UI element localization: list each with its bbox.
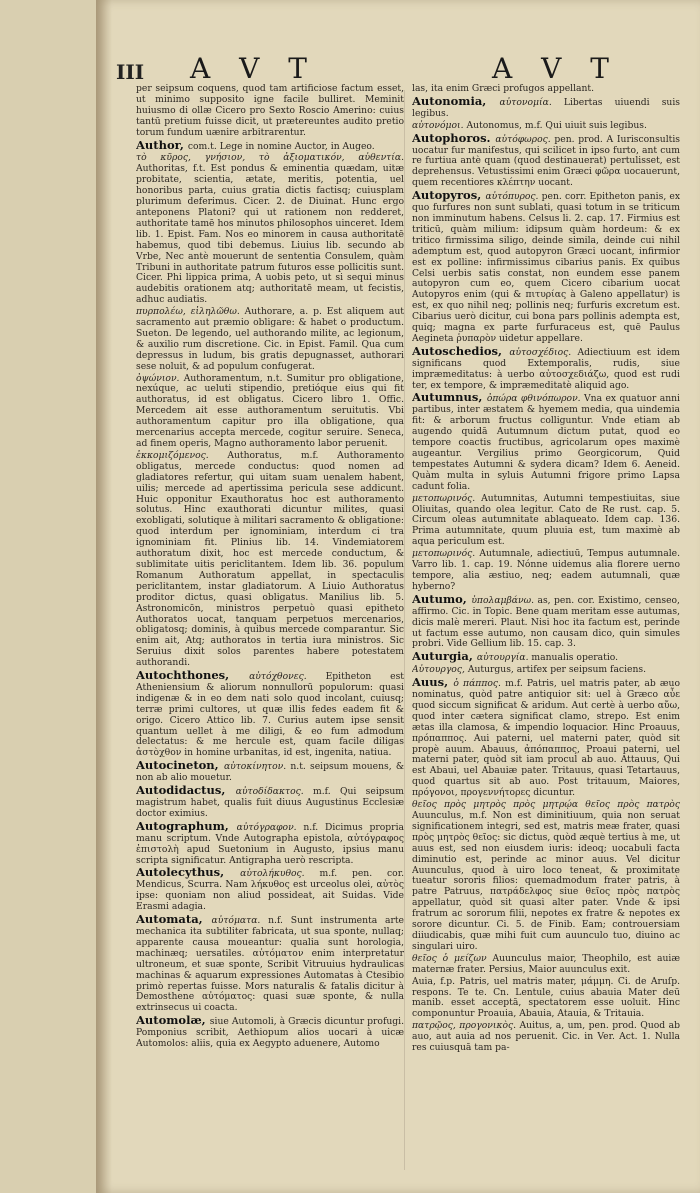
entry-headword: Autoschedios, (412, 343, 510, 358)
entry-text: las, ita enim Græci profugos appellant. (412, 84, 595, 94)
dictionary-entry (136, 137, 404, 153)
dictionary-entry (412, 954, 680, 976)
entry-greek: αὐτόπυρος. (485, 191, 542, 203)
entry-headword: Auturgia, (412, 649, 477, 664)
entry-greek: θεῖος πρὸς μητρὸς πρὸς μητρῴα θεῖος πρὸς πατρὸς (412, 799, 680, 811)
entry-headword: Autonomia, (412, 93, 500, 108)
entry-greek: τὸ κῦρος, γνήσιον, τὸ ἀξιοματικόν, αὐθεντία. (136, 152, 404, 164)
dictionary-entry (136, 84, 404, 139)
entry-text: n.f. Dicimus propria manu scriptum. Vnde Autographa epistola, αὐτόγραφος ἐπιστολὴ apud Suetonium in Augusto, ipsius manu scripta significatur. Antigrapha uerò rescripta. (136, 821, 404, 866)
entry-greek: αὐτοσχέδιος. (509, 346, 578, 358)
entry-headword: Autocineton, (136, 758, 224, 773)
entry-text: Authoramentum, n.t. Sumitur pro obligatione, nexúque, ac ueluti stipendio, pretióque eius qui fit authoratus, id est obligatus. Cicero libro 1. Offic. Mercedem ait esse authoramentum seruitutis. Vbi authoramentum capitur pro illa obligatione, qua mercenarius accepta mercede, cogitur seruire. Seneca, ad finem operis, Magno authoramento labor peruenit. (136, 372, 404, 449)
entry-text: Epitheton est Atheniensium & aliorum nonnullorū populorum: quasi indigenæ & in eo dem nati solo quod incolant, cuiusq; terræ primi cultores, ut quæ illis fedes eadem fit & origo. Cicero Attico lib. 7. Curius autem ipse sensit quantum uellet à me diligi, & eo fum admodum delectatus: & me hercule est, quam facile diligas ἀστὸχθον in homine urbanitas, id est, ingenita, natiua. (136, 671, 404, 759)
entry-greek: αὐτόματα. (211, 915, 269, 927)
entry-greek: αὐτόφωρος. (495, 133, 555, 145)
dictionary-entry (412, 343, 680, 392)
dictionary-entry (412, 494, 680, 549)
entry-text: per seipsum coquens, quod tam artificiose factum esset, ut minimo supposito igne facile bulliret. Meminit huiusmo di ollæ Cicero pro Sexto Roscio Amerino: cuius tantū pretium fuisse dicit, ut prætereuntes audito pretio torum fundum uænire arbitrarentur. (136, 84, 404, 138)
entry-greek: αὐτοκίνητον. (223, 761, 291, 773)
left-column (136, 84, 404, 1184)
dictionary-entry (136, 670, 404, 759)
page-number: III (116, 60, 145, 84)
entry-text: Authorare, a. p. Est aliquem aut sacramento aut præmio obligare: & habet o productum. Sueton. De legendo, uel authorando milite, ac legionum, & auxilio rum discretione. Cic. in Epist. Famil. Qua cum depressus in ludum, bis gratis depugnasset, authorari sese noluit, & ad populum confugerat. (136, 306, 404, 372)
entry-text: Autumnale, adiectiuū, Tempus autumnale. Varro lib. 1. cap. 19. Nónne uidemus alia florere uerno tempore, alia æstiuo, neq; eadem autumnali, quæ hyberno? (412, 548, 680, 592)
entry-greek: αὐτοδίδακτος. (235, 786, 314, 798)
entry-text: m.f. Patris, uel matris pater, ab æuo nominatus, quòd patre antiquior sit: uel à Græco αὖε quod siccum significat & aridum. Aut certè à uerbo αὔω, quod inter cætera significat clamo, strepo. Est enim ætas illa clamosa, & impendio loquacior. Hinc Proauus, πρόπαππος. Aui paterni, uel materni pater, quòd sit propè auum. Abauus, ἀπόπαππος, Proaui paterni, uel materni pater, quòd sit iam procul ab auo. Attauus, Qui est Abaui, uel Abauiæ pater. Tritauus, quasi Tetartauus, quod quartus sit ab auo. Post tritauum, Maiores, πρόγονοι, προγεννήτορες dicuntur. (412, 678, 680, 799)
dictionary-entry (136, 153, 404, 306)
entry-headword: Autographum, (136, 818, 237, 833)
entry-text: as, pen. cor. Existimo, censeo, affirmo. Cic. in Topic. Bene quam meritam esse autumas, dicis malè mereri. Plaut. Nisi hoc ita factum est, perinde ut factum esse autumo, non causam dico, quin simules probri. Vide Gellium lib. 15. cap. 3. (412, 594, 680, 650)
entry-text: Auitus, a, um, pen. prod. Quod ab auo, aut auia ad nos peruenit. Cic. in Ver. Act. 1. Nulla res cuiusquā tam pa- (412, 1020, 680, 1054)
dictionary-entry (136, 818, 404, 867)
entry-greek: αὐτονόμοι. (412, 119, 467, 131)
entry-text: Autonomus, m.f. Qui uiuit suis legibus. (466, 119, 647, 131)
right-column (412, 84, 680, 1184)
entry-headword: Author, (136, 137, 188, 152)
entry-text: Auturgus, artifex per seipsum faciens. (467, 664, 647, 676)
binding-gutter (96, 0, 112, 1193)
dictionary-entry (136, 1015, 404, 1050)
entry-headword: Autumo, (412, 591, 472, 606)
entry-text: Auia, f.p. Patris, uel matris mater, μάμμη. Ci. de Aruſp. respons. Te te. Cn. Lentule, cuius abauia Mater deū manib. esset acceptā, spectatorem esse uoluit. Hinc componuntur Proauia, Abauia, Atauia, & Tritauia. (412, 975, 680, 1020)
running-head-right: A V T (492, 52, 619, 85)
entry-headword: Autumnus, (412, 390, 487, 405)
entry-text: pen. prod. A Iurisconsultis uocatur fur manifestus, qui scilicet in ipso furto, ant cum re furtiua antè quam (quod destinauerat) pertulisset, est deprehensus. Vetustissimi enim Græci φῶρα uocauerunt, quem recentiores κλέπτην uocant. (412, 133, 680, 189)
entry-text: Authoritas, f.t. Est pondus & eminentia quædam, uitæ probitate, scientia, ætate, meritis, potentia, uel honoribus parta, cuius gratia dictis factisq; cuiusplam plurimum deferimus. Cicer. 2. de Diuinat. Hunc ergo anteponens Platoni? qui ut rationem non redderet, authoritate tamē hos minutos philosophos uinceret. Idem lib. 1. Epist. Fam. Nos eo minorem in causa authoritatē habemus, quod tibi debemus. Liuius lib. secundo ab Vrbe, Nec antè mouerunt de sententia Consulem, quàm Tribuni in authoritate patrum futuros esse pollicitis sunt. Cicer. Phi lippica prima, A uobis peto, ut si sequi minus audebitis orationem atq; authoritatē meam, ut fecistis, adhuc audiatis. (136, 163, 404, 306)
dictionary-entry (412, 549, 680, 593)
entry-headword: Autodidactus, (136, 783, 236, 798)
dictionary-entry (412, 651, 680, 664)
dictionary-entry (412, 677, 680, 799)
entry-text: n.f. Sunt instrumenta arte mechanica ita subtiliter fabricata, ut sua sponte, nullaq; apparente causa moueantur: qualia sunt horologia, machinæq; uersatiles. αὐτόματον enim interpretatur ultroneum, et suæ sponte, Scribit Vitruuius hydraulicas machinas & aquarum expressiones Automatas à Ctesibio primò repertas fuisse. Mors naturalis & fatalis dicitur à Demosthene αὐτόματος: quasi suæ sponte, & nulla extrinsecus ui coacta. (136, 915, 404, 1014)
entry-greek: αὐτόγραφον. (236, 821, 304, 833)
entry-text: Vna ex quatuor anni partibus, inter æstatem & hyemem media, qua uindemia fit: & arborum fructus colliguntur. Vnde etiam ab augendo quidā Autumnum dictum putat, quod eo tempore coactis fructibus, agricolarum opes maximè augeantur. Vergilius primo Georgicorum, Quid tempestates Autumni & sydera dicam? Idem 6. Aeneid. Quàm multa in syluis Autumni frigore primo Lapsa cadunt folia. (412, 393, 680, 492)
entry-greek: πατρῷος, προγονικὸς. (412, 1020, 520, 1032)
dictionary-entry (412, 1021, 680, 1054)
entry-greek: αὐτολήκυθος. (240, 868, 320, 880)
dictionary-entry (136, 760, 404, 784)
entry-text: Adiectiuum est idem significans quod Extemporalis, rudis, siue impræmeditatus: à uerbo αὐτοσχεδιάζω, quod est rudi ter, ex tempore, & impræmeditatè aliquid ago. (412, 346, 680, 391)
running-head-left: A V T (190, 52, 317, 85)
entry-headword: Autochthones, (136, 668, 250, 683)
entry-greek: ἐκκομιζόμενος. (136, 449, 228, 461)
dictionary-entry (412, 591, 680, 651)
dictionary-entry (136, 374, 404, 450)
dictionary-entry (136, 785, 404, 820)
entry-greek: αὐτουργία. (476, 652, 532, 664)
column-divider (404, 90, 405, 1170)
dictionary-entry (136, 451, 404, 669)
entry-text: pen. corr. Epitheton panis, ex quo furfures non sunt sublati, quasi totum in se triticum non imminutum habens. Celsus li. 2. cap. 17. Firmius est triticū, quàm milium: idipsum quàm hordeum: & ex tritico firmissima siligo, deinde simila, deinde cui nihil ademptum est, quod autopyron Græci uocant, infirmior est ex polline: infirmissimus cibarius panis. Ex quibus Celsi uerbis satis constat, non eundem esse panem autopyron cum eo, quem Cicero cibarium uocat Autopyros enim (qui & πιτυρίας à Galeno appellatur) is est, ex quo nihil neq; pollinis neq; furfuris excretum est. Cibarius uerò dicitur, cui bona pars pollinis adempta est, quiq; magna ex parte furfuraceus est, quē Paulus Aegineta ῥυπαρὸν uidetur appellare. (412, 191, 680, 344)
entry-text: manualis operatio. (531, 652, 619, 664)
entry-text: Auunculus maior, Theophilo, est auiæ maternæ frater. Persius, Maior auunculus exit. (412, 952, 680, 975)
entry-greek: ὀψώνιον. (136, 372, 184, 384)
entry-greek: ὀπώρα φθινόπωρον. (486, 393, 585, 405)
entry-text: siue Automoli, à Græcis dicuntur profugi. Pomponius scribit, Aethiopum alios uocari à uicæ Automolos: aliis, quia ex Aegypto aduenere, Automo (136, 1016, 404, 1050)
dictionary-entry (136, 867, 404, 913)
entry-headword: Automata, (136, 912, 212, 927)
entry-greek: Αὐτουργος, (412, 664, 468, 676)
entry-text: m.f. pen. cor. Mendicus, Scurra. Nam λήκυθος est urceolus olei, αὐτὸς ipse: quoniam non aliud possideat, ait Suidas. Vide Erasmi adagia. (136, 868, 404, 913)
entry-greek: πυρπολέω, εἰληλῶθω. (136, 306, 245, 318)
entry-text: m.f. Qui seipsum magistrum habet, qualis fuit diuus Augustinus Ecclesiæ doctor eximius. (136, 786, 404, 819)
entry-greek: ὁ πάππος. (453, 678, 506, 690)
entry-greek: θεῖος ὁ μείζων (412, 952, 493, 964)
dictionary-entry (136, 914, 404, 1014)
dictionary-entry (412, 190, 680, 345)
entry-text: Authoratus, m.f. Authoramento obligatus, mercede conductus: quod nomen ad gladiatores refertur, qui uitam suam uenalem habent, uilis; mercede ad apertissima pericula sese addicunt. Huic opponitur Exauthoratus hoc est authoramento solutus. Hinc exauthorati dicuntur milites, quasi exobligati, solutique à militari sacramento & obligatione: quod interdum per ignominiam, interdum ci tra ignominiam fit. Plinius lib. 14. Vindemiatorem authoratum dixit, hoc est mercede conductum, & sublimitate uitis periclitantem. Idem lib. 36. populum Romanum Authoratum appellat, in spectaculis periclitantem, instar gladiatorum. A Liuio Authoratus proditor dictus, quasi obligatus. Manilius lib. 5. Astronomicōn, ministros perpetuò quasi epitheto Authoratos uocat, tanquam perpetuos mercenarios, obligatosq; dominis, à quibus mercede comparantur. Sic enim ait, Atq; authoratos in tertia iura ministros. Sic Seruius dixit solos parentes habere potestatem authorandi. (136, 449, 404, 669)
entry-text: com.t. Lege in nomine Auctor, in Augeo. (187, 140, 375, 152)
entry-text: Autumnitas, Autumni tempestiuitas, siue Oliuitas, quando olea legitur. Cato de Re rust. cap. 5. Circum oleas autumnitate ablaqueato. Idem cap. 136. Prima autumnitate, quum pluuia est, tum maximè ab aqua periculum est. (412, 492, 680, 548)
dictionary-entry (412, 977, 680, 1021)
entry-text: Libertas uiuendi suis legibus. (412, 96, 680, 119)
dictionary-entry (136, 307, 404, 372)
dictionary-entry (412, 800, 680, 953)
dictionary-entry (412, 130, 680, 190)
entry-headword: Automolæ, (136, 1013, 210, 1028)
entry-text: Auunculus, m.f. Non est diminitiuum, quia non seruat significationem integri, sed est, matris meæ frater, quasi πρὸς μητρὸς θεῖος: sic dictus, quòd æquè tertius à me, ut auus est, sed non eiusdem iuris: ideoq; uocabuli facta diminutio est, perinde ac minor auus. Vel dicitur Auunculus, quod à uiro loco teneat, & proximitate tueatur sororis filios: quemadmodum frater patris, à patre Patruus, πατράδελφος siue θεῖος πρὸς πατρὸς appellatur, quòd sit quasi alter pater. Vnde & ipsi fratrum ac sororum filii, nepotes ex fratre & nepotes ex sorore dicuntur. Ci. 5. de Finib. Eam; controuersiam diiudicabis, quæ mihi fuit cum auunculo tuo, diuino ac singulari uiro. (412, 810, 680, 952)
entry-greek: ὑπολαμβάνω. (471, 594, 538, 606)
entry-headword: Autolecythus, (136, 865, 241, 880)
entry-headword: Autophoros. (412, 130, 496, 145)
entry-headword: Auus, (412, 675, 454, 690)
entry-greek: αὐτονομία. (499, 96, 564, 108)
dictionary-entry (412, 392, 680, 492)
entry-greek: αὐτόχθονες. (249, 671, 326, 683)
entry-greek: μετοπωρινός. (412, 548, 480, 560)
entry-greek: μετοπωρινός. (412, 492, 482, 504)
entry-text: n.t. seipsum mouens, & non ab alio mouetur. (136, 761, 404, 784)
entry-headword: Autopyros, (412, 188, 486, 203)
dictionary-entry (412, 93, 680, 120)
